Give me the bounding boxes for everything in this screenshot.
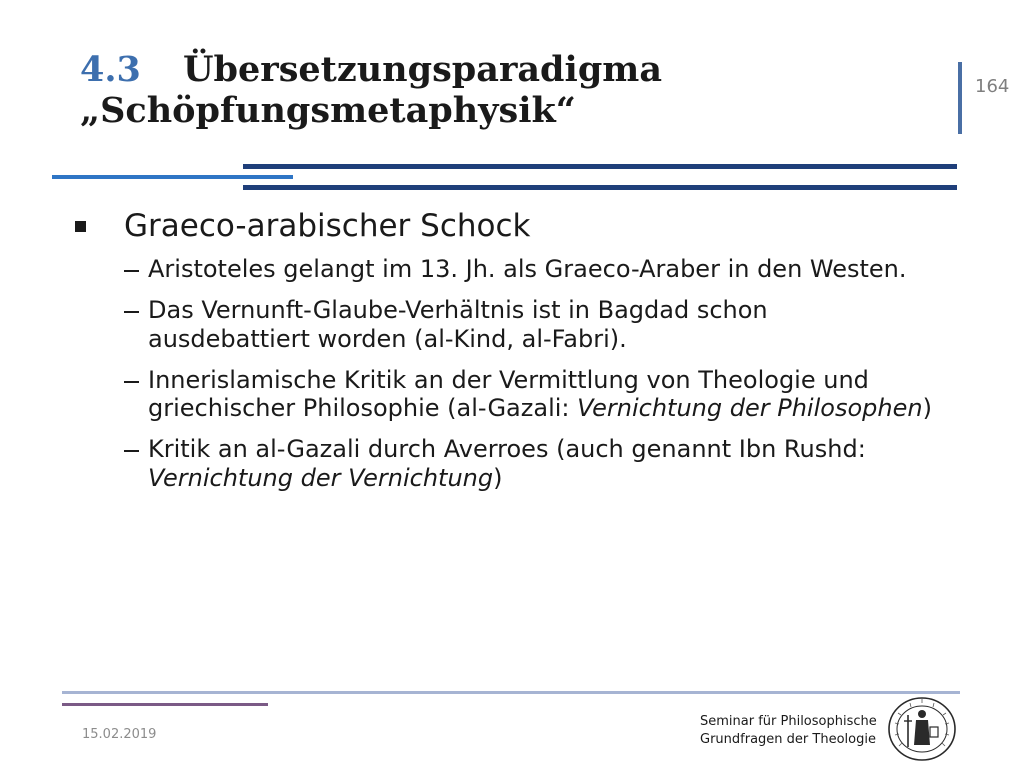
square-bullet-icon: [75, 221, 86, 232]
institution-line-1: Seminar für Philosophische: [700, 714, 877, 729]
sub-bullet: [72, 255, 932, 284]
slide-content: [72, 208, 932, 505]
footer-line: [62, 691, 960, 694]
sub-bullet-text: Aristoteles gelangt im 13. Jh. als Graeco-Araber in den Westen.: [148, 255, 907, 284]
title-number: 4.3: [80, 49, 141, 90]
title-line-2: „Schöpfungsmetaphysik“: [80, 89, 576, 131]
page-number-divider: [958, 62, 962, 134]
book-title: Vernichtung der Philosophen: [577, 394, 923, 423]
main-bullet: [72, 208, 932, 245]
title-underline-bottom: [243, 185, 957, 190]
institution-name: [700, 713, 880, 749]
university-seal-icon: [886, 695, 958, 763]
dash-bullet-icon: [124, 381, 139, 383]
title-line-1: Übersetzungsparadigma: [183, 49, 663, 90]
slide-title: [80, 50, 940, 132]
sub-bullet-text-end: ): [493, 463, 503, 492]
sub-bullet: [72, 296, 932, 354]
sub-bullet-text: Kritik an al-Gazali durch Averroes (auch genannt Ibn Rushd:: [148, 435, 866, 464]
institution-line-2: Grundfragen der Theologie: [700, 732, 876, 748]
sub-bullet-text: Das Vernunft-Glaube-Verhältnis ist in Bagdad schon ausdebattiert worden (al-Kind, al-Fabri).: [148, 295, 768, 353]
dash-bullet-icon: [124, 450, 139, 452]
slide-date: 15.02.2019: [82, 727, 157, 742]
book-title: Vernichtung der Vernichtung: [148, 463, 494, 492]
dash-bullet-icon: [124, 311, 139, 313]
sub-bullet: [72, 435, 932, 493]
dash-bullet-icon: [124, 270, 139, 272]
sub-bullet: [72, 366, 932, 424]
sub-bullet-text: Innerislamische Kritik an der Vermittlung von Theologie und griechischer Philosophie (al-Gazali:: [148, 365, 869, 423]
footer-accent-line: [62, 703, 268, 706]
title-underline-top: [243, 164, 957, 169]
page-number: 164: [975, 76, 1010, 97]
main-bullet-text: Graeco-arabischer Schock: [124, 208, 531, 244]
sub-bullet-text-end: ): [922, 394, 932, 423]
title-underline-accent: [52, 175, 293, 179]
